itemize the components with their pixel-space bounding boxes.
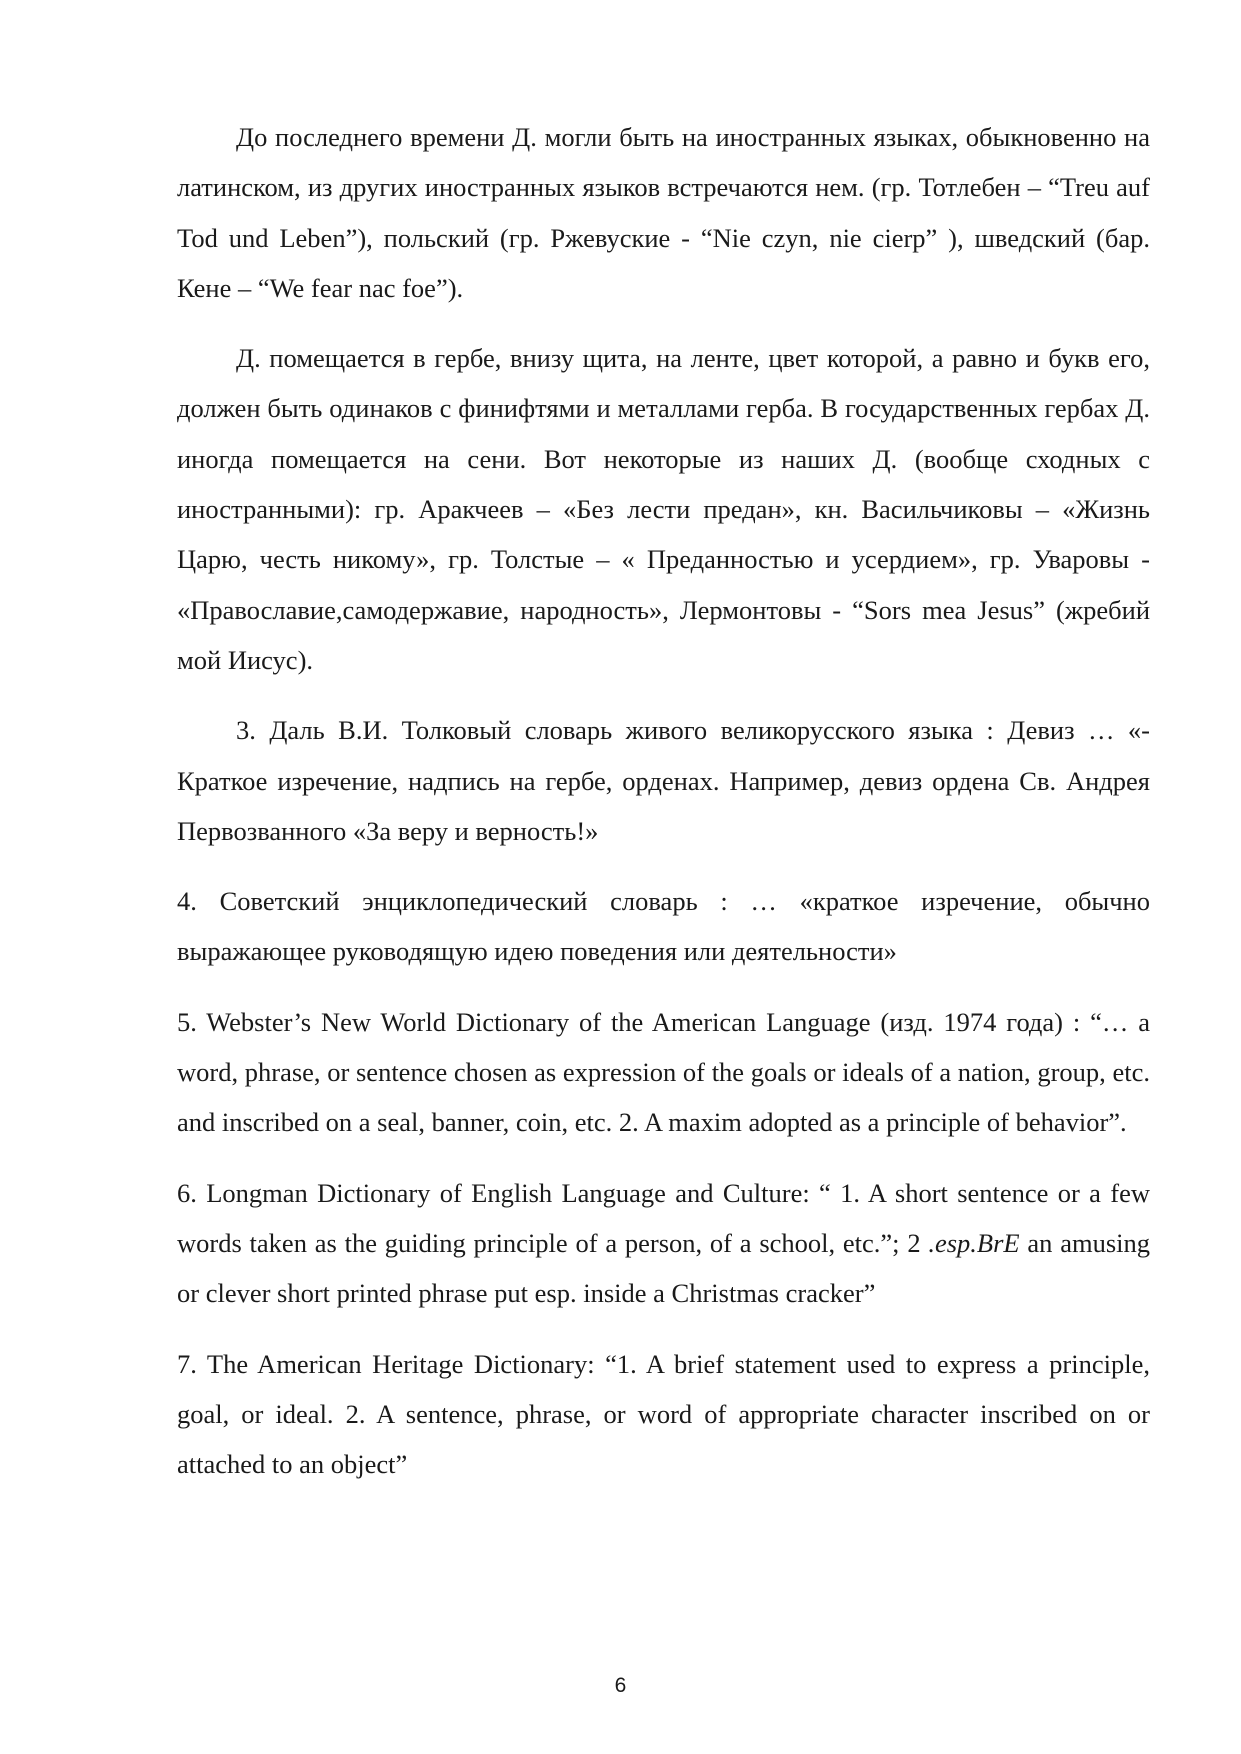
paragraph-webster-dictionary: 5. Webster’s New World Dictionary of the American Language (изд. 1974 года) : “… a word, phrase, or sentence chosen as expression of the goals or ideals of a nation, group, etc. and inscribed on a seal, banner, coin, etc. 2. A maxim adopted as a principle of behavior”.: [177, 1006, 1150, 1138]
document-body: [177, 112, 1150, 1489]
paragraph-motto-foreign-languages: До последнего времени Д. могли быть на иностранных языках, обыкновенно на латинском, из других иностранных языков встречаются нем. (гр. Тотлебен – “Treu auf Tod und Leben”), польский (гр. Ржевуские - “Nie czyn, nie cierp” ), шведский (бар. Кене – “We fear nac foe”).: [177, 122, 1150, 303]
paragraph-soviet-encyclopedia: 4. Советский энциклопедический словарь : … «краткое изречение, обычно выражающее руководящую идею поведения или деятельности»: [177, 886, 1150, 967]
paragraph-dal-dictionary: 3. Даль В.И. Толковый словарь живого великорусского языка : Девиз … «-Краткое изречение, надпись на гербе, орденах. Например, девиз ордена Св. Андрея Первозванного «За веру и верность!»: [177, 715, 1150, 846]
longman-italic-label: .esp.BrE: [928, 1227, 1020, 1258]
paragraph-longman-dictionary: [177, 1168, 1150, 1319]
longman-text-end: an amusing or clever short printed phrase put esp. inside a Christmas cracker”: [177, 1227, 1150, 1309]
page-number: 6: [614, 1674, 627, 1697]
paragraph-american-heritage-dictionary: 7. The American Heritage Dictionary: “1. A brief statement used to express a principle, goal, or ideal. 2. A sentence, phrase, or word of appropriate character inscribed on or attached to an object”: [177, 1348, 1150, 1480]
longman-text-start: 6. Longman Dictionary of English Language and Culture: “ 1. A short sentence or a few words taken as the guiding principle of a person, of a school, etc.”; 2: [177, 1177, 1150, 1258]
paragraph-motto-placement: Д. помещается в гербе, внизу щита, на ленте, цвет которой, а равно и букв его, должен быть одинаков с финифтями и металлами герба. В государственных гербах Д. иногда помещается на сени. Вот некоторые из наших Д. (вообще сходных с иностранными): гр. Аракчеев – «Без лести предан», кн. Васильчиковы – «Жизнь Царю, честь никому», гр. Толстые – « Преданностью и усердием», гр. Уваровы - «Православие,самодержавие, народность», Лермонтовы - “Sors mea Jesus” (жребий мой Иисус).: [177, 343, 1150, 675]
